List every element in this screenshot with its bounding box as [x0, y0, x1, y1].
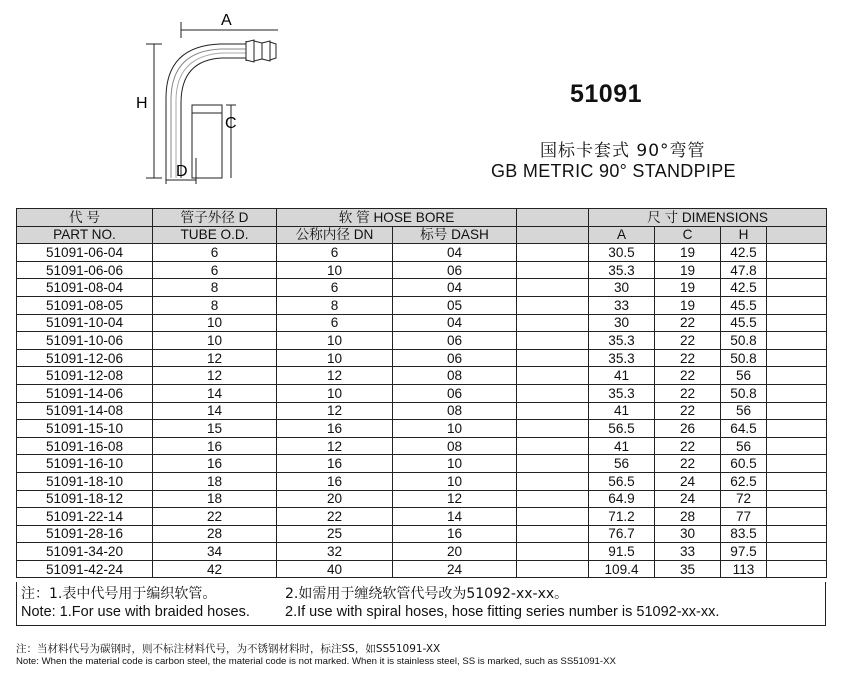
cell-tube-od: 42 — [153, 560, 277, 578]
cell-gap — [517, 490, 589, 508]
cell-part-no: 51091-14-08 — [17, 402, 153, 420]
table-row — [17, 296, 827, 314]
cell-tube-od: 18 — [153, 490, 277, 508]
cell-gap — [517, 455, 589, 473]
table-row — [17, 508, 827, 526]
cell-hose-dn: 8 — [277, 296, 393, 314]
cell-dim-c: 19 — [655, 296, 721, 314]
cell-gap — [517, 543, 589, 561]
table-row — [17, 455, 827, 473]
table-row — [17, 332, 827, 350]
cell-dim-h: 83.5 — [721, 525, 767, 543]
cell-hose-dash: 04 — [393, 279, 517, 297]
cell-dim-h: 56 — [721, 367, 767, 385]
cell-blank — [767, 490, 827, 508]
cell-gap — [517, 244, 589, 262]
table-row — [17, 543, 827, 561]
cell-dim-a: 76.7 — [589, 525, 655, 543]
cell-part-no: 51091-12-06 — [17, 349, 153, 367]
header-dn: 公称内径 DN — [277, 226, 393, 244]
cell-tube-od: 10 — [153, 332, 277, 350]
cell-dim-a: 56 — [589, 455, 655, 473]
cell-tube-od: 6 — [153, 244, 277, 262]
cell-gap — [517, 472, 589, 490]
table-row — [17, 560, 827, 578]
cell-dim-c: 22 — [655, 384, 721, 402]
cell-hose-dash: 06 — [393, 384, 517, 402]
footer-note-cn: 注：当材料代号为碳钢时，则不标注材料代号，为不锈钢材料时，标注SS，如SS51091-XX — [16, 643, 441, 655]
cell-dim-h: 45.5 — [721, 314, 767, 332]
cell-dim-c: 19 — [655, 244, 721, 262]
cell-hose-dash: 08 — [393, 367, 517, 385]
table-row — [17, 261, 827, 279]
cell-dim-a: 30.5 — [589, 244, 655, 262]
cell-dim-h: 42.5 — [721, 279, 767, 297]
cell-part-no: 51091-18-10 — [17, 472, 153, 490]
cell-tube-od: 8 — [153, 279, 277, 297]
cell-dim-a: 35.3 — [589, 332, 655, 350]
note-en-2: 2.If use with spiral hoses, hose fitting series number is 51092-xx-xx. — [285, 604, 720, 620]
table-row — [17, 367, 827, 385]
cell-dim-h: 113 — [721, 560, 767, 578]
cell-part-no: 51091-10-04 — [17, 314, 153, 332]
cell-dim-a: 56.5 — [589, 472, 655, 490]
cell-hose-dash: 20 — [393, 543, 517, 561]
cell-tube-od: 34 — [153, 543, 277, 561]
table-row — [17, 472, 827, 490]
cell-hose-dn: 16 — [277, 455, 393, 473]
cell-part-no: 51091-28-16 — [17, 525, 153, 543]
cell-gap — [517, 384, 589, 402]
cell-blank — [767, 560, 827, 578]
label-a: A — [221, 12, 232, 29]
cell-part-no: 51091-18-12 — [17, 490, 153, 508]
subtitle-chinese: 国标卡套式 90°弯管 — [540, 141, 706, 161]
cell-dim-a: 71.2 — [589, 508, 655, 526]
cell-blank — [767, 420, 827, 438]
cell-part-no: 51091-16-10 — [17, 455, 153, 473]
cell-hose-dn: 32 — [277, 543, 393, 561]
cell-dim-h: 47.8 — [721, 261, 767, 279]
cell-gap — [517, 525, 589, 543]
cell-dim-a: 41 — [589, 437, 655, 455]
cell-dim-c: 24 — [655, 472, 721, 490]
cell-hose-dn: 10 — [277, 384, 393, 402]
cell-dim-h: 97.5 — [721, 543, 767, 561]
cell-blank — [767, 261, 827, 279]
label-d: D — [176, 163, 188, 180]
cell-dim-a: 41 — [589, 367, 655, 385]
cell-gap — [517, 261, 589, 279]
cell-blank — [767, 244, 827, 262]
dimensions-table — [16, 208, 827, 578]
cell-gap — [517, 560, 589, 578]
header-a: A — [589, 226, 655, 244]
cell-hose-dn: 16 — [277, 472, 393, 490]
label-c: C — [225, 115, 237, 132]
cell-hose-dash: 05 — [393, 296, 517, 314]
label-h: H — [136, 95, 148, 112]
header-dimensions: 尺 寸 DIMENSIONS — [589, 209, 827, 227]
table-row — [17, 314, 827, 332]
cell-gap — [517, 420, 589, 438]
cell-dim-h: 72 — [721, 490, 767, 508]
note-cn-1: 注：1.表中代号用于编织软管。 — [21, 586, 217, 602]
header-part-cn: 代 号 — [17, 209, 153, 227]
cell-dim-c: 30 — [655, 525, 721, 543]
fitting-drawing — [118, 8, 278, 193]
cell-part-no: 51091-12-08 — [17, 367, 153, 385]
cell-hose-dash: 10 — [393, 472, 517, 490]
cell-hose-dn: 40 — [277, 560, 393, 578]
cell-tube-od: 28 — [153, 525, 277, 543]
cell-hose-dn: 12 — [277, 367, 393, 385]
cell-part-no: 51091-10-06 — [17, 332, 153, 350]
cell-blank — [767, 437, 827, 455]
cell-dim-c: 26 — [655, 420, 721, 438]
cell-hose-dn: 12 — [277, 402, 393, 420]
table-row — [17, 402, 827, 420]
footer-note-en: Note: When the material code is carbon steel, the material code is not marked. When it is stainless steel, SS is marked, such as SS51091-XX — [16, 656, 616, 667]
cell-hose-dash: 04 — [393, 244, 517, 262]
cell-hose-dn: 22 — [277, 508, 393, 526]
cell-dim-h: 62.5 — [721, 472, 767, 490]
cell-gap — [517, 314, 589, 332]
note-en-1: Note: 1.For use with braided hoses. — [21, 604, 250, 620]
note-cn-2: 2.如需用于缠绕软管代号改为51092-xx-xx。 — [285, 586, 569, 602]
cell-dim-a: 109.4 — [589, 560, 655, 578]
cell-hose-dn: 10 — [277, 261, 393, 279]
cell-dim-c: 22 — [655, 367, 721, 385]
cell-dim-a: 41 — [589, 402, 655, 420]
cell-dim-c: 35 — [655, 560, 721, 578]
table-row — [17, 279, 827, 297]
cell-dim-h: 60.5 — [721, 455, 767, 473]
cell-gap — [517, 332, 589, 350]
cell-dim-c: 22 — [655, 402, 721, 420]
header-part-en: PART NO. — [17, 226, 153, 244]
cell-blank — [767, 543, 827, 561]
cell-dim-h: 50.8 — [721, 332, 767, 350]
cell-dim-h: 42.5 — [721, 244, 767, 262]
cell-dim-h: 64.5 — [721, 420, 767, 438]
cell-gap — [517, 279, 589, 297]
cell-blank — [767, 314, 827, 332]
header-dash: 标号 DASH — [393, 226, 517, 244]
table-row — [17, 244, 827, 262]
table-row — [17, 420, 827, 438]
cell-part-no: 51091-22-14 — [17, 508, 153, 526]
cell-tube-od: 12 — [153, 367, 277, 385]
cell-part-no: 51091-42-24 — [17, 560, 153, 578]
cell-dim-a: 35.3 — [589, 349, 655, 367]
cell-hose-dn: 6 — [277, 279, 393, 297]
cell-dim-c: 33 — [655, 543, 721, 561]
cell-gap — [517, 349, 589, 367]
cell-hose-dash: 12 — [393, 490, 517, 508]
cell-hose-dn: 6 — [277, 244, 393, 262]
cell-dim-a: 30 — [589, 314, 655, 332]
cell-tube-od: 14 — [153, 402, 277, 420]
cell-dim-a: 33 — [589, 296, 655, 314]
cell-gap — [517, 508, 589, 526]
cell-tube-od: 12 — [153, 349, 277, 367]
table-row — [17, 437, 827, 455]
cell-hose-dash: 06 — [393, 349, 517, 367]
cell-tube-od: 18 — [153, 472, 277, 490]
header-h: H — [721, 226, 767, 244]
cell-dim-a: 30 — [589, 279, 655, 297]
cell-blank — [767, 296, 827, 314]
header-blank — [767, 226, 827, 244]
cell-hose-dn: 10 — [277, 349, 393, 367]
cell-dim-c: 22 — [655, 314, 721, 332]
cell-hose-dash: 06 — [393, 332, 517, 350]
table-row — [17, 490, 827, 508]
cell-dim-a: 35.3 — [589, 384, 655, 402]
cell-part-no: 51091-34-20 — [17, 543, 153, 561]
header-gap — [517, 209, 589, 227]
cell-dim-h: 45.5 — [721, 296, 767, 314]
cell-tube-od: 16 — [153, 455, 277, 473]
cell-part-no: 51091-08-04 — [17, 279, 153, 297]
subtitle-english: GB METRIC 90° STANDPIPE — [491, 161, 736, 181]
cell-dim-a: 56.5 — [589, 420, 655, 438]
cell-hose-dash: 04 — [393, 314, 517, 332]
part-number-title: 51091 — [570, 80, 643, 108]
cell-gap — [517, 296, 589, 314]
cell-dim-c: 19 — [655, 261, 721, 279]
cell-hose-dash: 06 — [393, 261, 517, 279]
cell-hose-dn: 16 — [277, 420, 393, 438]
cell-hose-dash: 16 — [393, 525, 517, 543]
cell-dim-a: 64.9 — [589, 490, 655, 508]
cell-hose-dash: 10 — [393, 455, 517, 473]
cell-part-no: 51091-14-06 — [17, 384, 153, 402]
cell-hose-dn: 6 — [277, 314, 393, 332]
cell-blank — [767, 472, 827, 490]
cell-gap — [517, 402, 589, 420]
cell-tube-od: 14 — [153, 384, 277, 402]
cell-hose-dn: 20 — [277, 490, 393, 508]
cell-part-no: 51091-15-10 — [17, 420, 153, 438]
table-row — [17, 525, 827, 543]
cell-hose-dn: 10 — [277, 332, 393, 350]
cell-tube-od: 15 — [153, 420, 277, 438]
cell-tube-od: 8 — [153, 296, 277, 314]
cell-tube-od: 6 — [153, 261, 277, 279]
cell-hose-dash: 24 — [393, 560, 517, 578]
cell-blank — [767, 402, 827, 420]
cell-gap — [517, 367, 589, 385]
cell-blank — [767, 455, 827, 473]
cell-gap — [517, 437, 589, 455]
cell-blank — [767, 508, 827, 526]
cell-dim-c: 24 — [655, 490, 721, 508]
cell-dim-h: 77 — [721, 508, 767, 526]
cell-part-no: 51091-06-04 — [17, 244, 153, 262]
cell-dim-c: 22 — [655, 455, 721, 473]
cell-hose-dash: 08 — [393, 437, 517, 455]
table-row — [17, 384, 827, 402]
cell-part-no: 51091-16-08 — [17, 437, 153, 455]
cell-tube-od: 22 — [153, 508, 277, 526]
header-hose: 软 管 HOSE BORE — [277, 209, 517, 227]
header-gap-2 — [517, 226, 589, 244]
cell-hose-dash: 14 — [393, 508, 517, 526]
cell-part-no: 51091-08-05 — [17, 296, 153, 314]
cell-tube-od: 16 — [153, 437, 277, 455]
cell-dim-h: 50.8 — [721, 384, 767, 402]
cell-blank — [767, 279, 827, 297]
cell-dim-h: 56 — [721, 402, 767, 420]
cell-blank — [767, 525, 827, 543]
cell-hose-dash: 08 — [393, 402, 517, 420]
header-c: C — [655, 226, 721, 244]
cell-dim-a: 35.3 — [589, 261, 655, 279]
cell-dim-c: 22 — [655, 437, 721, 455]
cell-tube-od: 10 — [153, 314, 277, 332]
cell-dim-h: 50.8 — [721, 349, 767, 367]
cell-hose-dash: 10 — [393, 420, 517, 438]
cell-dim-c: 28 — [655, 508, 721, 526]
cell-blank — [767, 332, 827, 350]
cell-blank — [767, 349, 827, 367]
cell-hose-dn: 25 — [277, 525, 393, 543]
cell-part-no: 51091-06-06 — [17, 261, 153, 279]
cell-dim-c: 22 — [655, 332, 721, 350]
header-tube-cn: 管子外径 D — [153, 209, 277, 227]
cell-dim-h: 56 — [721, 437, 767, 455]
cell-blank — [767, 384, 827, 402]
notes-box — [16, 582, 826, 626]
cell-hose-dn: 12 — [277, 437, 393, 455]
table-row — [17, 349, 827, 367]
cell-dim-c: 19 — [655, 279, 721, 297]
header-tube-en: TUBE O.D. — [153, 226, 277, 244]
cell-dim-c: 22 — [655, 349, 721, 367]
cell-blank — [767, 367, 827, 385]
cell-dim-a: 91.5 — [589, 543, 655, 561]
